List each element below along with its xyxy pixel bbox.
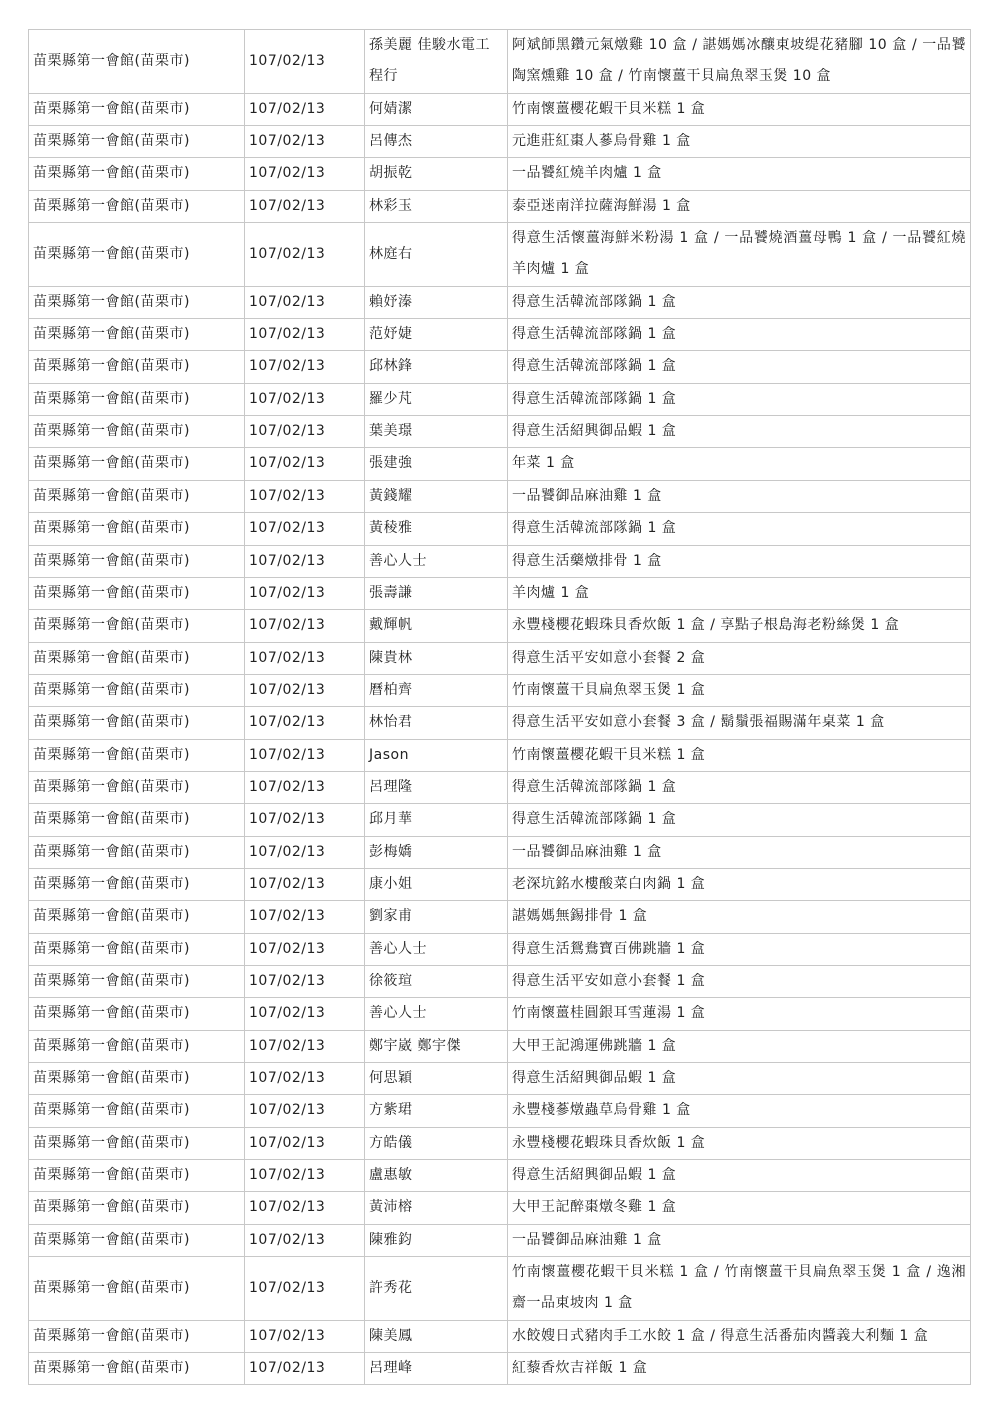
- venue-cell: 苗栗縣第一會館(苗栗市): [29, 707, 245, 739]
- date-cell: 107/02/13: [245, 1353, 365, 1385]
- items-cell: 永豐棧蔘燉蟲草烏骨雞 1 盒: [508, 1095, 971, 1127]
- items-cell: 水餃嫂日式豬肉手工水餃 1 盒 / 得意生活番茄肉醬義大利麵 1 盒: [508, 1320, 971, 1352]
- items-cell: 得意生活懷薑海鮮米粉湯 1 盒 / 一品饕燒酒薑母鴨 1 盒 / 一品饕紅燒羊肉爐 1 盒: [508, 223, 971, 287]
- table-row: [29, 1257, 971, 1321]
- donor-cell: 張壽謙: [365, 577, 508, 609]
- date-cell: 107/02/13: [245, 1063, 365, 1095]
- donor-cell: 戴輝帆: [365, 610, 508, 642]
- table-row: [29, 513, 971, 545]
- venue-cell: 苗栗縣第一會館(苗栗市): [29, 480, 245, 512]
- donor-cell: 康小姐: [365, 868, 508, 900]
- table-row: [29, 30, 971, 94]
- table-row: [29, 448, 971, 480]
- table-row: [29, 739, 971, 771]
- venue-cell: 苗栗縣第一會館(苗栗市): [29, 158, 245, 190]
- table-row: [29, 836, 971, 868]
- donor-cell: 林彩玉: [365, 190, 508, 222]
- items-cell: 羊肉爐 1 盒: [508, 577, 971, 609]
- donor-cell: 善心人士: [365, 998, 508, 1030]
- items-cell: 竹南懷薑櫻花蝦干貝米糕 1 盒 / 竹南懷薑干貝扁魚翠玉煲 1 盒 / 逸湘齋一品東坡肉 1 盒: [508, 1257, 971, 1321]
- table-row: [29, 674, 971, 706]
- table-row: [29, 1160, 971, 1192]
- date-cell: 107/02/13: [245, 1127, 365, 1159]
- date-cell: 107/02/13: [245, 158, 365, 190]
- items-cell: 一品饕御品麻油雞 1 盒: [508, 1224, 971, 1256]
- venue-cell: 苗栗縣第一會館(苗栗市): [29, 610, 245, 642]
- venue-cell: 苗栗縣第一會館(苗栗市): [29, 1160, 245, 1192]
- table-row: [29, 1192, 971, 1224]
- table-row: [29, 610, 971, 642]
- date-cell: 107/02/13: [245, 319, 365, 351]
- donor-cell: 范妤婕: [365, 319, 508, 351]
- table-row: [29, 1127, 971, 1159]
- date-cell: 107/02/13: [245, 480, 365, 512]
- items-cell: 諶媽媽無錫排骨 1 盒: [508, 901, 971, 933]
- venue-cell: 苗栗縣第一會館(苗栗市): [29, 868, 245, 900]
- table-row: [29, 1063, 971, 1095]
- table-row: [29, 1095, 971, 1127]
- venue-cell: 苗栗縣第一會館(苗栗市): [29, 577, 245, 609]
- table-row: [29, 868, 971, 900]
- date-cell: 107/02/13: [245, 448, 365, 480]
- items-cell: 得意生活紹興御品蝦 1 盒: [508, 1160, 971, 1192]
- venue-cell: 苗栗縣第一會館(苗栗市): [29, 642, 245, 674]
- donor-cell: 許秀花: [365, 1257, 508, 1321]
- items-cell: 竹南懷薑干貝扁魚翠玉煲 1 盒: [508, 674, 971, 706]
- table-row: [29, 901, 971, 933]
- table-row: [29, 190, 971, 222]
- venue-cell: 苗栗縣第一會館(苗栗市): [29, 933, 245, 965]
- table-row: [29, 1353, 971, 1385]
- table-row: [29, 383, 971, 415]
- items-cell: 得意生活韓流部隊鍋 1 盒: [508, 319, 971, 351]
- venue-cell: 苗栗縣第一會館(苗栗市): [29, 513, 245, 545]
- items-cell: 年菜 1 盒: [508, 448, 971, 480]
- donor-cell: 陳雅鈞: [365, 1224, 508, 1256]
- items-cell: 得意生活平安如意小套餐 2 盒: [508, 642, 971, 674]
- date-cell: 107/02/13: [245, 1160, 365, 1192]
- table-row: [29, 804, 971, 836]
- venue-cell: 苗栗縣第一會館(苗栗市): [29, 286, 245, 318]
- venue-cell: 苗栗縣第一會館(苗栗市): [29, 674, 245, 706]
- donor-cell: 善心人士: [365, 545, 508, 577]
- date-cell: 107/02/13: [245, 577, 365, 609]
- donor-cell: 邱林鋒: [365, 351, 508, 383]
- date-cell: 107/02/13: [245, 513, 365, 545]
- donor-cell: 曆柏齊: [365, 674, 508, 706]
- donor-cell: 呂理峰: [365, 1353, 508, 1385]
- items-cell: 一品饕御品麻油雞 1 盒: [508, 480, 971, 512]
- table-row: [29, 93, 971, 125]
- table-row: [29, 480, 971, 512]
- date-cell: 107/02/13: [245, 416, 365, 448]
- donor-cell: 張建強: [365, 448, 508, 480]
- date-cell: 107/02/13: [245, 1192, 365, 1224]
- date-cell: 107/02/13: [245, 1030, 365, 1062]
- venue-cell: 苗栗縣第一會館(苗栗市): [29, 545, 245, 577]
- table-row: [29, 965, 971, 997]
- table-row: [29, 1030, 971, 1062]
- donor-cell: 何思穎: [365, 1063, 508, 1095]
- venue-cell: 苗栗縣第一會館(苗栗市): [29, 448, 245, 480]
- items-cell: 紅藜香炊吉祥飯 1 盒: [508, 1353, 971, 1385]
- date-cell: 107/02/13: [245, 351, 365, 383]
- items-cell: 得意生活平安如意小套餐 1 盒: [508, 965, 971, 997]
- venue-cell: 苗栗縣第一會館(苗栗市): [29, 998, 245, 1030]
- donation-table: [28, 29, 971, 1385]
- date-cell: 107/02/13: [245, 1095, 365, 1127]
- donor-cell: 陳美鳳: [365, 1320, 508, 1352]
- donor-cell: 羅少芃: [365, 383, 508, 415]
- venue-cell: 苗栗縣第一會館(苗栗市): [29, 1257, 245, 1321]
- donor-cell: 徐筱瑄: [365, 965, 508, 997]
- items-cell: 元進莊紅棗人蔘烏骨雞 1 盒: [508, 126, 971, 158]
- venue-cell: 苗栗縣第一會館(苗栗市): [29, 965, 245, 997]
- venue-cell: 苗栗縣第一會館(苗栗市): [29, 804, 245, 836]
- items-cell: 大甲王記鴻運佛跳牆 1 盒: [508, 1030, 971, 1062]
- date-cell: 107/02/13: [245, 1257, 365, 1321]
- table-row: [29, 1320, 971, 1352]
- venue-cell: 苗栗縣第一會館(苗栗市): [29, 383, 245, 415]
- table-row: [29, 351, 971, 383]
- venue-cell: 苗栗縣第一會館(苗栗市): [29, 416, 245, 448]
- donor-cell: Jason: [365, 739, 508, 771]
- items-cell: 永豐棧櫻花蝦珠貝香炊飯 1 盒: [508, 1127, 971, 1159]
- donor-cell: 鄭宇崴 鄭宇傑: [365, 1030, 508, 1062]
- venue-cell: 苗栗縣第一會館(苗栗市): [29, 901, 245, 933]
- donor-cell: 呂傳杰: [365, 126, 508, 158]
- venue-cell: 苗栗縣第一會館(苗栗市): [29, 93, 245, 125]
- items-cell: 老深坑銘水樓酸菜白肉鍋 1 盒: [508, 868, 971, 900]
- items-cell: 得意生活韓流部隊鍋 1 盒: [508, 383, 971, 415]
- date-cell: 107/02/13: [245, 30, 365, 94]
- venue-cell: 苗栗縣第一會館(苗栗市): [29, 836, 245, 868]
- venue-cell: 苗栗縣第一會館(苗栗市): [29, 1063, 245, 1095]
- venue-cell: 苗栗縣第一會館(苗栗市): [29, 1353, 245, 1385]
- table-row: [29, 933, 971, 965]
- table-row: [29, 998, 971, 1030]
- date-cell: 107/02/13: [245, 1320, 365, 1352]
- items-cell: 得意生活韓流部隊鍋 1 盒: [508, 804, 971, 836]
- table-row: [29, 707, 971, 739]
- date-cell: 107/02/13: [245, 190, 365, 222]
- items-cell: 一品饕御品麻油雞 1 盒: [508, 836, 971, 868]
- items-cell: 得意生活藥燉排骨 1 盒: [508, 545, 971, 577]
- items-cell: 竹南懷薑櫻花蝦干貝米糕 1 盒: [508, 93, 971, 125]
- table-row: [29, 223, 971, 287]
- venue-cell: 苗栗縣第一會館(苗栗市): [29, 223, 245, 287]
- date-cell: 107/02/13: [245, 286, 365, 318]
- date-cell: 107/02/13: [245, 642, 365, 674]
- table-row: [29, 642, 971, 674]
- donor-cell: 孫美麗 佳駿水電工程行: [365, 30, 508, 94]
- date-cell: 107/02/13: [245, 93, 365, 125]
- date-cell: 107/02/13: [245, 545, 365, 577]
- date-cell: 107/02/13: [245, 707, 365, 739]
- items-cell: 得意生活韓流部隊鍋 1 盒: [508, 513, 971, 545]
- donor-cell: 黃稜雅: [365, 513, 508, 545]
- date-cell: 107/02/13: [245, 674, 365, 706]
- donor-cell: 賴妤溱: [365, 286, 508, 318]
- items-cell: 得意生活紹興御品蝦 1 盒: [508, 1063, 971, 1095]
- date-cell: 107/02/13: [245, 868, 365, 900]
- venue-cell: 苗栗縣第一會館(苗栗市): [29, 1224, 245, 1256]
- items-cell: 得意生活韓流部隊鍋 1 盒: [508, 351, 971, 383]
- items-cell: 得意生活紹興御品蝦 1 盒: [508, 416, 971, 448]
- donor-cell: 陳貴林: [365, 642, 508, 674]
- donor-cell: 邱月華: [365, 804, 508, 836]
- donor-cell: 彭梅嬌: [365, 836, 508, 868]
- donor-cell: 林怡君: [365, 707, 508, 739]
- table-row: [29, 416, 971, 448]
- venue-cell: 苗栗縣第一會館(苗栗市): [29, 771, 245, 803]
- venue-cell: 苗栗縣第一會館(苗栗市): [29, 126, 245, 158]
- donor-cell: 呂理隆: [365, 771, 508, 803]
- items-cell: 泰亞迷南洋拉薩海鮮湯 1 盒: [508, 190, 971, 222]
- date-cell: 107/02/13: [245, 1224, 365, 1256]
- venue-cell: 苗栗縣第一會館(苗栗市): [29, 1030, 245, 1062]
- items-cell: 阿斌師黑鑽元氣燉雞 10 盒 / 諶媽媽冰釀東坡缇花豬腳 10 盒 / 一品饕陶窯燻雞 10 盒 / 竹南懷薑干貝扁魚翠玉煲 10 盒: [508, 30, 971, 94]
- date-cell: 107/02/13: [245, 610, 365, 642]
- table-row: [29, 158, 971, 190]
- date-cell: 107/02/13: [245, 126, 365, 158]
- items-cell: 大甲王記醉棗燉冬雞 1 盒: [508, 1192, 971, 1224]
- donor-cell: 善心人士: [365, 933, 508, 965]
- date-cell: 107/02/13: [245, 739, 365, 771]
- venue-cell: 苗栗縣第一會館(苗栗市): [29, 1127, 245, 1159]
- date-cell: 107/02/13: [245, 223, 365, 287]
- venue-cell: 苗栗縣第一會館(苗栗市): [29, 1192, 245, 1224]
- items-cell: 一品饕紅燒羊肉爐 1 盒: [508, 158, 971, 190]
- donor-cell: 盧惠敏: [365, 1160, 508, 1192]
- table-row: [29, 771, 971, 803]
- donor-cell: 葉美璟: [365, 416, 508, 448]
- date-cell: 107/02/13: [245, 771, 365, 803]
- date-cell: 107/02/13: [245, 383, 365, 415]
- date-cell: 107/02/13: [245, 933, 365, 965]
- table-row: [29, 1224, 971, 1256]
- donor-cell: 黃錢耀: [365, 480, 508, 512]
- donor-cell: 劉家甫: [365, 901, 508, 933]
- date-cell: 107/02/13: [245, 901, 365, 933]
- venue-cell: 苗栗縣第一會館(苗栗市): [29, 351, 245, 383]
- donor-cell: 胡振乾: [365, 158, 508, 190]
- venue-cell: 苗栗縣第一會館(苗栗市): [29, 190, 245, 222]
- date-cell: 107/02/13: [245, 965, 365, 997]
- table-row: [29, 545, 971, 577]
- venue-cell: 苗栗縣第一會館(苗栗市): [29, 30, 245, 94]
- donation-table-body: [29, 30, 971, 1385]
- table-row: [29, 319, 971, 351]
- items-cell: 得意生活韓流部隊鍋 1 盒: [508, 286, 971, 318]
- date-cell: 107/02/13: [245, 804, 365, 836]
- venue-cell: 苗栗縣第一會館(苗栗市): [29, 739, 245, 771]
- items-cell: 永豐棧櫻花蝦珠貝香炊飯 1 盒 / 享點子根島海老粉絲煲 1 盒: [508, 610, 971, 642]
- items-cell: 得意生活韓流部隊鍋 1 盒: [508, 771, 971, 803]
- venue-cell: 苗栗縣第一會館(苗栗市): [29, 1095, 245, 1127]
- donor-cell: 何婧潔: [365, 93, 508, 125]
- donor-cell: 林庭右: [365, 223, 508, 287]
- items-cell: 得意生活鴛鴦寶百佛跳牆 1 盒: [508, 933, 971, 965]
- items-cell: 竹南懷薑櫻花蝦干貝米糕 1 盒: [508, 739, 971, 771]
- table-row: [29, 126, 971, 158]
- items-cell: 得意生活平安如意小套餐 3 盒 / 鬍鬚張福賜滿年桌菜 1 盒: [508, 707, 971, 739]
- venue-cell: 苗栗縣第一會館(苗栗市): [29, 1320, 245, 1352]
- date-cell: 107/02/13: [245, 998, 365, 1030]
- date-cell: 107/02/13: [245, 836, 365, 868]
- donor-cell: 黃沛榕: [365, 1192, 508, 1224]
- venue-cell: 苗栗縣第一會館(苗栗市): [29, 319, 245, 351]
- donor-cell: 方皓儀: [365, 1127, 508, 1159]
- table-row: [29, 286, 971, 318]
- items-cell: 竹南懷薑桂圓銀耳雪蓮湯 1 盒: [508, 998, 971, 1030]
- table-row: [29, 577, 971, 609]
- donor-cell: 方紫珺: [365, 1095, 508, 1127]
